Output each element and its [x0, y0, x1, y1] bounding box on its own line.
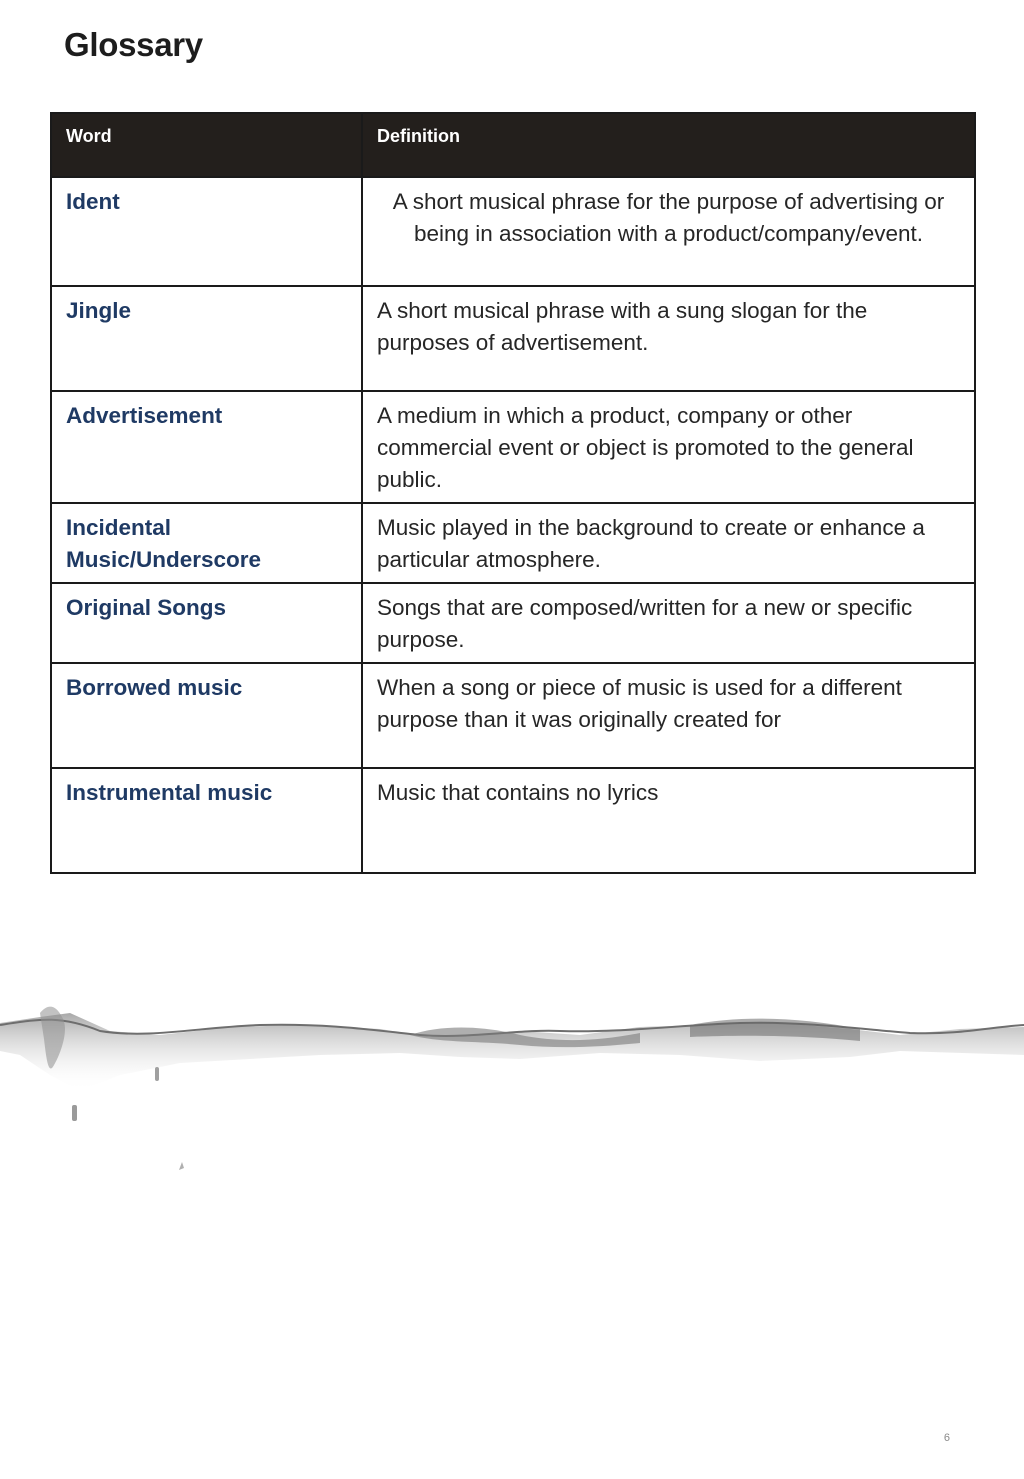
table-header-row [51, 113, 975, 177]
glossary-table [50, 112, 976, 874]
glossary-definition: Songs that are composed/written for a new or specific purpose. [362, 583, 975, 663]
table-row [51, 583, 975, 663]
glossary-term: Ident [51, 177, 362, 286]
page-title: Glossary [64, 26, 203, 63]
glossary-definition: When a song or piece of music is used for a different purpose than it was originally created for [362, 663, 975, 768]
definition-column-header: Definition [362, 113, 975, 177]
reed-mark [72, 1105, 77, 1121]
table-row [51, 286, 975, 391]
glossary-term: Advertisement [51, 391, 362, 503]
word-column-header: Word [51, 113, 362, 177]
glossary-definition: A medium in which a product, company or other commercial event or object is promoted to the general public. [362, 391, 975, 503]
glossary-definition: A short musical phrase with a sung slogan for the purposes of advertisement. [362, 286, 975, 391]
table-row [51, 768, 975, 873]
landscape-decoration [0, 995, 1024, 1185]
glossary-term: Instrumental music [51, 768, 362, 873]
glossary-definition: A short musical phrase for the purpose of advertising or being in association with a product/company/event. [362, 177, 975, 286]
table-row [51, 503, 975, 583]
table-row [51, 663, 975, 768]
page-number: 6 [943, 1432, 950, 1444]
glossary-term: Borrowed music [51, 663, 362, 768]
horizon-wash [0, 1013, 1024, 1091]
table-row [51, 391, 975, 503]
glossary-term: Original Songs [51, 583, 362, 663]
glossary-term: Jingle [51, 286, 362, 391]
reed-mark [179, 1162, 184, 1170]
table-row [51, 177, 975, 286]
reed-mark [155, 1067, 159, 1081]
glossary-definition: Music played in the background to create or enhance a particular atmosphere. [362, 503, 975, 583]
glossary-term: Incidental Music/Underscore [51, 503, 362, 583]
glossary-definition: Music that contains no lyrics [362, 768, 975, 873]
